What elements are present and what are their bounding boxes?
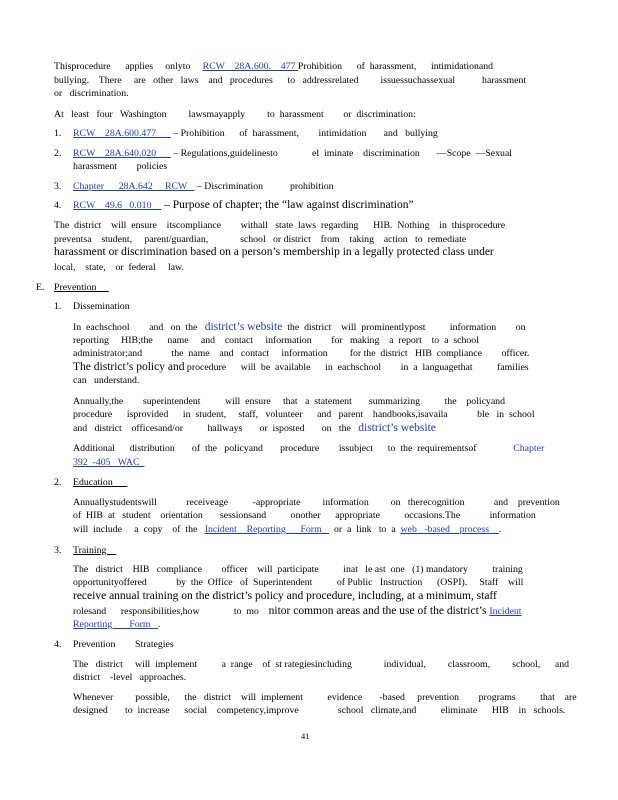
- chapter-392-405-wac-link[interactable]: 392 -405 WAC: [73, 457, 145, 468]
- law-number: 4.: [54, 200, 62, 211]
- law-item: [54, 128, 61, 139]
- rcw-49-60-010-link[interactable]: RCW 49.6 0.010: [73, 200, 162, 211]
- district-line-2: preventsa student, parent/guardian, school or district from taking action to remediate: [54, 234, 467, 245]
- rcw-28a-600-477-link[interactable]: RCW 28A.600. 477: [202, 61, 298, 72]
- district-line-1: The district will ensure itscompliance withall state laws regarding HIB. Nothing in thisprocedure: [54, 220, 506, 231]
- rcw-28a-600-477-link[interactable]: RCW 28A.600.477: [73, 128, 171, 139]
- intro-text: Thisprocedure applies onlyto: [54, 61, 203, 72]
- law-item-body: [73, 128, 438, 139]
- law-text: – Prohibition of harassment, intimidation and bullying: [170, 128, 438, 139]
- page-number: 41: [301, 731, 310, 741]
- prevention-heading: Prevention: [54, 282, 109, 293]
- section-letter: E.: [36, 282, 45, 293]
- intro-text-rest: Prohibition of harassment, intimidationand: [297, 61, 494, 72]
- strategies-p2-line-2: designed to increase social competency,improve school climate,and eliminate HIB in schools.: [73, 705, 566, 716]
- dissemination-p1-line-2: reporting HIB;the name and contact information for making a report to a school: [73, 335, 479, 346]
- law-item-body: [73, 181, 334, 192]
- text: procedure will be available in eachschool in a languagethat families: [184, 362, 529, 373]
- subsection-number: 1.: [54, 301, 62, 312]
- district-website-link[interactable]: district’s website: [358, 422, 436, 434]
- strategies-heading: Prevention Strategies: [73, 639, 174, 650]
- text: The district’s policy and: [73, 361, 185, 373]
- district-line-4: local, state, or federal law.: [54, 262, 184, 273]
- intro-line-3: or discrimination.: [54, 88, 129, 99]
- rcw-28a-640-020-link[interactable]: RCW 28A.640.020: [73, 148, 171, 159]
- laws-intro: At least four Washington lawsmayapply to harassment or discrimination:: [54, 109, 416, 120]
- text: the district will prominentlypost information on: [282, 322, 526, 333]
- law-item-body: [73, 148, 512, 159]
- subsection-number: 3.: [54, 545, 62, 556]
- training-heading: [73, 545, 116, 556]
- dissemination-heading: Dissemination: [73, 301, 130, 312]
- text: nitor common areas and the use of the district’s: [268, 605, 490, 617]
- training-line-2: opportunityoffered by the Office of Superintendent of Public Instruction (OSPI). Staff will: [73, 577, 524, 588]
- period: .: [157, 619, 161, 630]
- dissemination-p1-line-4: [73, 361, 529, 373]
- incident-reporting-form-link[interactable]: Incident: [489, 606, 522, 617]
- dissemination-p2-line-2: procedure isprovided in student, staff, volunteer and parent handbooks,isavaila ble in school: [73, 409, 535, 420]
- text: and district officesand/or hallways or isposted on the: [73, 423, 359, 434]
- period: .: [498, 524, 502, 535]
- intro-line-2: bullying. There are other laws and procedures to addressrelated issuessuchassexual harassment: [54, 75, 527, 86]
- dissemination-p2-line-3: [73, 422, 436, 434]
- text: rolesand responsibilities,how to mo: [73, 606, 269, 617]
- law-text: – Discrimination prohibition: [194, 181, 334, 192]
- training-title: Training: [73, 545, 117, 556]
- training-line-1: The district HIB compliance officer will participate inat le ast one (1) mandatory training: [73, 564, 523, 575]
- subsection-number: 4.: [54, 639, 62, 650]
- law-item: [54, 148, 61, 159]
- text: In eachschool and on the: [73, 322, 205, 333]
- strategies-p1-line-2: district -level approaches.: [73, 672, 187, 683]
- chapter-392-405-wac-link[interactable]: Chapter: [513, 443, 545, 454]
- intro-line-1: [54, 61, 493, 72]
- law-item: [54, 200, 61, 211]
- dissemination-p1-line-1: [73, 321, 526, 333]
- dissemination-p1-line-5: can understand.: [73, 375, 140, 386]
- training-line-3: receive annual training on the district’s policy and procedure, including, at a minimum, staff: [73, 590, 497, 602]
- text: or a link to a: [329, 524, 401, 535]
- law-number: 3.: [54, 181, 62, 192]
- web-based-process-link[interactable]: web -based process: [400, 524, 499, 535]
- chapter-28a-642-rcw-link[interactable]: Chapter 28A.642 RCW: [73, 181, 195, 192]
- subsection-number: 2.: [54, 477, 62, 488]
- training-line-4: [73, 605, 521, 617]
- education-title: Education: [73, 477, 128, 488]
- education-line-3: [73, 524, 501, 535]
- strategies-p1-line-1: The district will implement a range of st rategiesincluding individual, classroom, school, and: [73, 659, 570, 670]
- district-line-3: harassment or discrimination based on a person’s membership in a legally protected class under: [54, 246, 494, 258]
- incident-reporting-form-link[interactable]: Incident Reporting Form: [204, 524, 330, 535]
- strategies-p2-line-1: Whenever possible, the district will implement evidence -based prevention programs that are: [73, 692, 577, 703]
- law-number: 1.: [54, 128, 62, 139]
- education-line-2: of HIB at student orientation sessionsand onother appropriate occasions.The information: [73, 510, 536, 521]
- education-line-1: Annuallystudentswill receiveage -appropriate information on therecognition and prevention: [73, 497, 560, 508]
- district-website-link[interactable]: district’s website: [204, 321, 283, 333]
- education-heading: [73, 477, 127, 488]
- dissemination-p3-line-2: [73, 457, 144, 468]
- law-text: – Regulations,guidelinesto el iminate discrimination —Scope —Sexual: [170, 148, 513, 159]
- law-text-line-2: harassment policies: [73, 161, 168, 172]
- law-text: – Purpose of chapter; the “law against discrimination”: [161, 199, 414, 211]
- dissemination-p3-line-1: [73, 443, 544, 454]
- law-number: 2.: [54, 148, 62, 159]
- law-item: [54, 181, 61, 192]
- text: will include a copy of the: [73, 524, 205, 535]
- text: Additional distribution of the policyand procedure issubject to the requirementsof: [73, 443, 514, 454]
- law-item-body: [73, 199, 414, 211]
- section-title-prevention: [54, 282, 109, 293]
- training-line-5: [73, 619, 160, 630]
- incident-reporting-form-link[interactable]: Reporting Form: [73, 619, 158, 630]
- dissemination-p1-line-3: administrator;and the name and contact information for the district HIB compliance officer.: [73, 348, 530, 359]
- dissemination-p2-line-1: Annually,the superintendent will ensure that a statement summarizing the policyand: [73, 396, 505, 407]
